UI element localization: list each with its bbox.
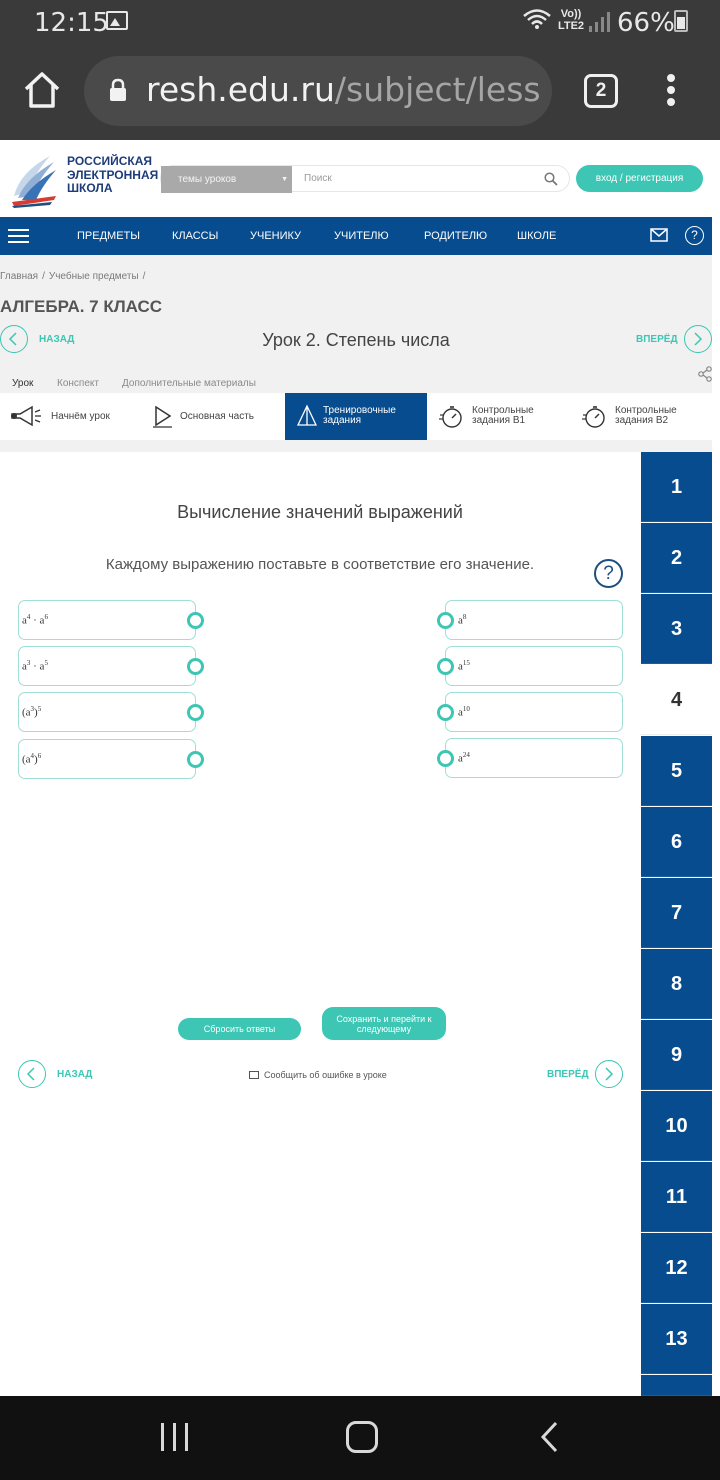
- value: $a^{15}$: [458, 659, 470, 673]
- task-number-3[interactable]: 3: [641, 594, 712, 664]
- course-title: АЛГЕБРА. 7 КЛАСС: [0, 297, 163, 316]
- expression: $a^3 \cdot a^5$: [22, 659, 48, 673]
- left-expression-1[interactable]: [18, 600, 196, 640]
- right-value-1[interactable]: [445, 600, 623, 640]
- value: $a^8$: [458, 613, 467, 627]
- logo-line: ШКОЛА: [67, 181, 113, 195]
- right-value-4[interactable]: [445, 738, 623, 778]
- reset-answers-button[interactable]: Сбросить ответы: [178, 1018, 301, 1040]
- step-label-line: Контрольные: [615, 405, 677, 416]
- url-text: [146, 70, 541, 114]
- task-number-10[interactable]: 10: [641, 1091, 712, 1161]
- hamburger-menu-icon[interactable]: [8, 229, 29, 243]
- connector-dot[interactable]: [187, 658, 204, 675]
- lesson-back-button[interactable]: [0, 325, 28, 353]
- step-label-line: задания В1: [472, 415, 526, 426]
- url-path: /subject/less: [334, 70, 541, 109]
- back-icon[interactable]: [538, 1420, 562, 1454]
- more-menu-icon[interactable]: [664, 74, 678, 110]
- task-number-5[interactable]: 5: [641, 736, 712, 806]
- caret-down-icon: ▼: [281, 176, 288, 183]
- web-page: [0, 140, 720, 1396]
- step-label-line: Контрольные: [472, 405, 534, 416]
- task-instruction: Каждому выражению поставьте в соответствие его значение.: [105, 556, 535, 573]
- wifi-icon: [522, 8, 552, 30]
- expression: $a^4 \cdot a^6$: [22, 613, 48, 627]
- task-number-1[interactable]: 1: [641, 452, 712, 522]
- step-label-line: Тренировочные: [323, 405, 396, 416]
- mail-icon[interactable]: [650, 228, 668, 242]
- task-number-6[interactable]: 6: [641, 807, 712, 877]
- left-expression-4[interactable]: [18, 739, 196, 779]
- login-button[interactable]: вход / регистрация: [576, 165, 703, 192]
- connector-dot[interactable]: [187, 704, 204, 721]
- expression: $(a^3)^5$: [22, 705, 42, 719]
- pyramid-icon: [297, 405, 317, 427]
- right-value-3[interactable]: [445, 692, 623, 732]
- nav-subjects[interactable]: ПРЕДМЕТЫ: [77, 230, 140, 242]
- lesson-title: Урок 2. Степень числа: [262, 330, 450, 350]
- logo-line: РОССИЙСКАЯ: [67, 154, 153, 168]
- address-bar[interactable]: [84, 56, 552, 126]
- lesson-back-label[interactable]: НАЗАД: [39, 334, 75, 345]
- nav-parent[interactable]: РОДИТЕЛЮ: [424, 230, 488, 242]
- left-expression-2[interactable]: [18, 646, 196, 686]
- nav-teacher[interactable]: УЧИТЕЛЮ: [334, 230, 389, 242]
- task-number-12[interactable]: 12: [641, 1233, 712, 1303]
- task-number-panel: [641, 452, 712, 1396]
- chevron-left-icon: [26, 1067, 38, 1081]
- step-control-b2[interactable]: [570, 393, 712, 440]
- browser-toolbar: [0, 44, 720, 140]
- task-forward-button[interactable]: [595, 1060, 623, 1088]
- step-start-lesson[interactable]: [0, 393, 142, 440]
- lesson-steps: [0, 393, 712, 440]
- battery-icon: [674, 10, 688, 32]
- school-logo-text: [67, 155, 157, 196]
- expression: $(a^4)^6$: [22, 752, 42, 766]
- step-control-b1[interactable]: [427, 393, 570, 440]
- step-training-tasks[interactable]: [285, 393, 427, 440]
- connector-dot[interactable]: [437, 658, 454, 675]
- task-number-2[interactable]: 2: [641, 523, 712, 593]
- breadcrumb-separator: /: [42, 271, 45, 282]
- task-number-11[interactable]: 11: [641, 1162, 712, 1232]
- school-logo-icon[interactable]: [10, 152, 60, 208]
- task-back-button[interactable]: [18, 1060, 46, 1088]
- task-back-label[interactable]: НАЗАД: [57, 1069, 93, 1080]
- signal-icon: [588, 12, 610, 32]
- stopwatch-icon: [582, 405, 606, 429]
- tab-switcher-button[interactable]: 2: [584, 74, 618, 108]
- step-label: Начнём урок: [51, 410, 110, 422]
- logo-line: ЭЛЕКТРОННАЯ: [67, 167, 159, 182]
- connector-dot[interactable]: [187, 751, 204, 768]
- connector-dot[interactable]: [437, 750, 454, 767]
- nav-school[interactable]: ШКОЛЕ: [517, 230, 557, 242]
- report-error-link[interactable]: [249, 1070, 387, 1080]
- search-input[interactable]: Поиск: [304, 173, 332, 184]
- right-value-2[interactable]: [445, 646, 623, 686]
- breadcrumb-home[interactable]: Главная: [0, 271, 39, 282]
- task-number-13[interactable]: 13: [641, 1304, 712, 1374]
- task-number-more[interactable]: [641, 1375, 712, 1396]
- report-error-label: Сообщить об ошибке в уроке: [264, 1070, 387, 1080]
- topic-select[interactable]: [161, 166, 292, 193]
- task-number-8[interactable]: 8: [641, 949, 712, 1019]
- step-label-line: задания В2: [615, 415, 669, 426]
- search-icon[interactable]: [544, 172, 558, 186]
- lesson-forward-button[interactable]: [684, 325, 712, 353]
- help-icon[interactable]: ?: [685, 226, 704, 245]
- recent-apps-icon[interactable]: [161, 1423, 189, 1451]
- status-time: 12:15: [34, 8, 109, 38]
- topic-select-label: темы уроков: [178, 174, 237, 185]
- value: $a^{10}$: [458, 705, 470, 719]
- search-bar: [160, 165, 570, 192]
- lesson-forward-label[interactable]: ВПЕРЁД: [636, 334, 678, 345]
- battery-percent: 66%: [617, 8, 675, 38]
- step-label: Основная часть: [180, 410, 255, 422]
- value: $a^{24}$: [458, 751, 470, 765]
- chevron-right-icon: [692, 332, 704, 346]
- chevron-right-icon: [603, 1067, 615, 1081]
- question-help-icon[interactable]: ?: [594, 559, 623, 588]
- gallery-icon: [106, 11, 128, 30]
- connector-dot[interactable]: [437, 612, 454, 629]
- task-forward-label[interactable]: ВПЕРЁД: [547, 1069, 589, 1080]
- nav-student[interactable]: УЧЕНИКУ: [250, 230, 302, 242]
- connector-dot[interactable]: [437, 704, 454, 721]
- connector-dot[interactable]: [187, 612, 204, 629]
- step-label-line: задания: [323, 415, 362, 426]
- chevron-left-icon: [8, 332, 20, 346]
- main-nav: [0, 217, 712, 255]
- tab-extra-materials[interactable]: Дополнительные материалы: [122, 378, 256, 389]
- network-type: Vo)) LTE2: [557, 8, 585, 32]
- step-label: [615, 393, 677, 440]
- tab-lesson[interactable]: Урок: [0, 376, 45, 398]
- step-main-part[interactable]: [142, 393, 285, 440]
- share-icon[interactable]: [698, 366, 712, 382]
- breadcrumb-separator: /: [142, 271, 146, 282]
- task-number-9[interactable]: 9: [641, 1020, 712, 1090]
- task-title: Вычисление значений выражений: [177, 502, 463, 522]
- step-label: [472, 393, 534, 440]
- system-navigation-bar: [0, 1396, 720, 1480]
- lock-icon: [108, 78, 128, 102]
- breadcrumb-subjects[interactable]: Учебные предметы: [48, 271, 139, 282]
- site-header: [0, 140, 712, 217]
- nav-classes[interactable]: КЛАССЫ: [172, 230, 219, 242]
- stopwatch-icon: [439, 405, 463, 429]
- task-area: [0, 452, 640, 1396]
- breadcrumb: [0, 271, 149, 282]
- status-bar: [0, 0, 720, 44]
- left-expression-3[interactable]: [18, 692, 196, 732]
- play-icon: [152, 405, 174, 429]
- save-next-button[interactable]: Сохранить и перейти к следующему: [322, 1007, 446, 1040]
- home-icon[interactable]: [22, 70, 62, 110]
- tab-summary[interactable]: Конспект: [57, 378, 99, 389]
- task-number-4[interactable]: 4: [641, 665, 712, 735]
- envelope-icon: [249, 1071, 259, 1079]
- megaphone-icon: [10, 405, 42, 427]
- lesson-header: [0, 255, 712, 452]
- url-host: resh.edu.ru: [146, 70, 335, 109]
- home-button-icon[interactable]: [346, 1421, 378, 1453]
- step-label: [323, 393, 396, 440]
- task-number-7[interactable]: 7: [641, 878, 712, 948]
